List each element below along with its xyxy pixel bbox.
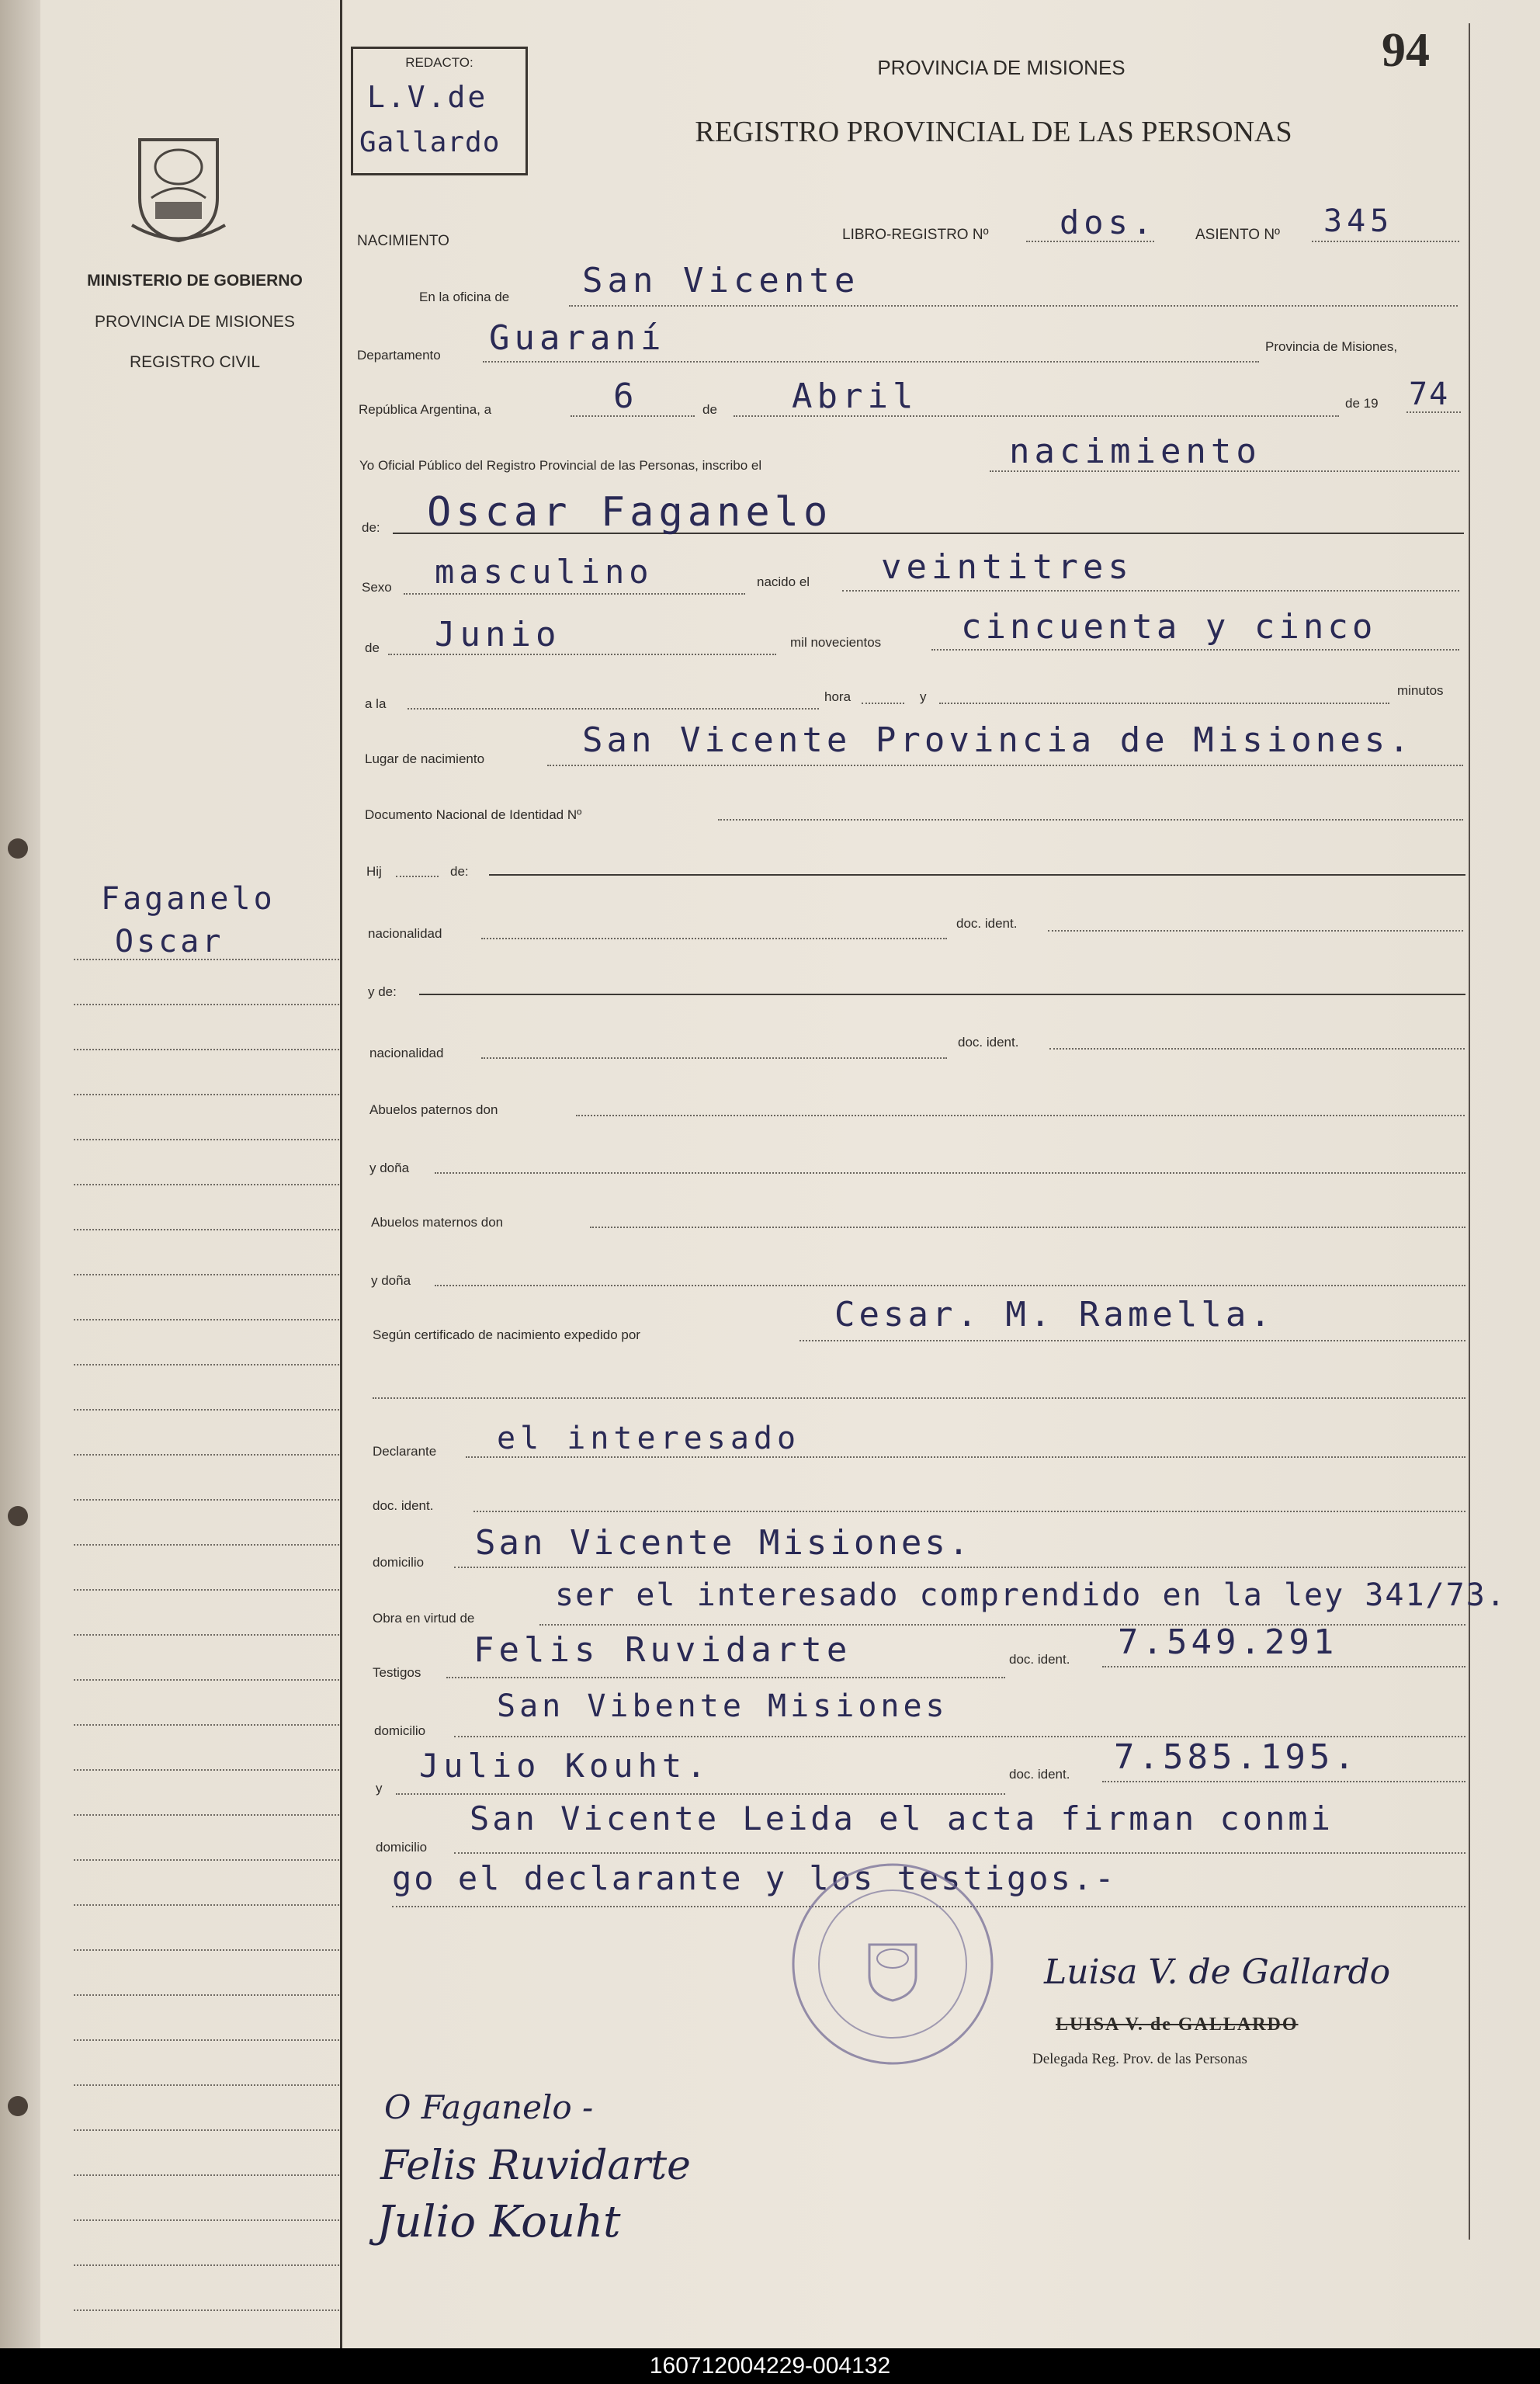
- margin-rule-line: [74, 1184, 339, 1185]
- margin-divider: [340, 0, 342, 2348]
- sexo-value: masculino: [435, 553, 654, 591]
- asiento-label: ASIENTO Nº: [1195, 227, 1280, 243]
- image-id-footer: 160712004229-004132: [0, 2348, 1540, 2384]
- mil-label: mil novecientos: [790, 635, 882, 650]
- binding-hole: [8, 1506, 28, 1526]
- testigo1-value: Felis Ruvidarte: [473, 1630, 852, 1670]
- de-name-label: de:: [362, 520, 380, 535]
- ydona2-label: y doña: [371, 1273, 411, 1288]
- margin-rule-line: [74, 1229, 339, 1230]
- oficial-text: Yo Oficial Público del Registro Provincial de las Personas, inscribo el: [359, 458, 762, 473]
- month-value: Abril: [792, 377, 918, 416]
- redacto-value-1: L.V.de: [367, 80, 488, 114]
- nacido-label: nacido el: [757, 574, 810, 589]
- republica-label: República Argentina, a: [359, 402, 492, 417]
- year-prefix: de 19: [1345, 396, 1379, 411]
- margin-rule-line: [74, 1094, 339, 1095]
- lugar-value: San Vicente Provincia de Misiones.: [582, 720, 1413, 760]
- oficina-label: En la oficina de: [419, 290, 510, 304]
- docident2-label: doc. ident.: [958, 1035, 1019, 1050]
- sexo-label: Sexo: [362, 580, 392, 595]
- margin-rule-line: [74, 1409, 339, 1411]
- page-number: 94: [1382, 24, 1430, 77]
- oficina-value: San Vicente: [582, 261, 860, 300]
- book-spine: [0, 0, 40, 2348]
- margin-rule-line: [74, 1454, 339, 1456]
- declarante-value: el interesado: [497, 1421, 801, 1456]
- nacionalidad2-label: nacionalidad: [369, 1046, 444, 1060]
- asiento-value: 345: [1323, 203, 1394, 239]
- certificado-label: Según certificado de nacimiento expedido por: [373, 1327, 640, 1342]
- testigo2-doc: 7.585.195.: [1114, 1737, 1358, 1777]
- margin-rule-line: [74, 1364, 339, 1366]
- libro-label: LIBRO-REGISTRO Nº: [842, 227, 989, 243]
- margin-rule-line: [74, 959, 339, 960]
- provincia-suffix: Provincia de Misiones,: [1265, 339, 1398, 354]
- domicilio2-value: San Vicente Leida el acta firman conmi: [470, 1799, 1334, 1837]
- ala-label: a la: [365, 696, 387, 711]
- margin-rule-line: [74, 1589, 339, 1591]
- redacto-box: [351, 47, 528, 175]
- departamento-value: Guaraní: [489, 318, 666, 358]
- ministry-label: MINISTERIO DE GOBIERNO: [87, 272, 303, 290]
- margin-rule-line: [74, 1049, 339, 1050]
- domicilio-value: San Vicente Misiones.: [475, 1523, 973, 1563]
- ministry-province: PROVINCIA DE MISIONES: [95, 313, 295, 331]
- abuelos-paternos-label: Abuelos paternos don: [369, 1102, 498, 1117]
- testigos-label: Testigos: [373, 1665, 421, 1680]
- certificado-value: Cesar. M. Ramella.: [834, 1295, 1275, 1334]
- margin-rule-line: [74, 1139, 339, 1140]
- redacto-value-2: Gallardo: [359, 127, 501, 158]
- margin-rule-line: [74, 1499, 339, 1501]
- right-border: [1469, 23, 1470, 2240]
- margin-rule-line: [74, 2219, 339, 2221]
- day-value: 6: [613, 377, 639, 416]
- ministry-registry: REGISTRO CIVIL: [129, 353, 261, 371]
- binding-hole: [8, 2096, 28, 2116]
- name-value: Oscar Faganelo: [427, 489, 833, 536]
- official-signature: Luisa V. de Gallardo: [1044, 1952, 1391, 1992]
- redacto-label: REDACTO:: [405, 55, 473, 70]
- declarante-signature: O Faganelo -: [384, 2088, 594, 2126]
- obra-label: Obra en virtud de: [373, 1611, 475, 1626]
- domicilio2-cont: go el declarante y los testigos.-: [392, 1859, 1117, 1897]
- header-title: REGISTRO PROVINCIAL DE LAS PERSONAS: [695, 116, 1292, 148]
- de-label: de: [702, 402, 717, 417]
- testigo1-doc-label: doc. ident.: [1009, 1652, 1070, 1667]
- y-label: y: [920, 689, 927, 704]
- domicilio1-label: domicilio: [374, 1723, 426, 1738]
- nacido-value: veintitres: [881, 547, 1133, 587]
- ydona-label: y doña: [369, 1161, 410, 1175]
- month2-value: Junio: [435, 615, 561, 654]
- margin-rule-line: [74, 1724, 339, 1726]
- witness2-signature: Julio Kouht: [376, 2197, 621, 2247]
- year-value: 74: [1409, 377, 1450, 412]
- witness1-signature: Felis Ruvidarte: [380, 2143, 691, 2189]
- obra-value: ser el interesado comprendido en la ley 341/73.: [555, 1577, 1507, 1613]
- hij-label: Hij: [366, 864, 382, 879]
- dni-label: Documento Nacional de Identidad Nº: [365, 807, 582, 822]
- header-province: PROVINCIA DE MISIONES: [877, 56, 1126, 79]
- margin-given-name: Oscar: [115, 924, 224, 959]
- year2-value: cincuenta y cinco: [961, 607, 1377, 647]
- margin-rule-line: [74, 1904, 339, 1906]
- margin-rule-line: [74, 1949, 339, 1951]
- testigo2-doc-label: doc. ident.: [1009, 1767, 1070, 1782]
- libro-value: dos.: [1060, 203, 1157, 241]
- doc-ident-label: doc. ident.: [373, 1498, 434, 1513]
- domicilio-label: domicilio: [373, 1555, 425, 1570]
- yde-label: y de:: [368, 984, 397, 999]
- margin-rule-line: [74, 1769, 339, 1771]
- lugar-label: Lugar de nacimiento: [365, 751, 485, 766]
- de2-label: de: [365, 640, 380, 655]
- margin-rule-line: [74, 1814, 339, 1816]
- nacimiento-label: NACIMIENTO: [357, 233, 449, 249]
- docident-label: doc. ident.: [956, 916, 1018, 931]
- margin-rule-line: [74, 1544, 339, 1546]
- registry-seal-stamp: [788, 1859, 997, 2069]
- acto-value: nacimiento: [1009, 432, 1261, 471]
- margin-surname: Faganelo: [101, 881, 276, 917]
- testigo2-value: Julio Kouht.: [419, 1747, 711, 1785]
- abuelos-maternos-label: Abuelos maternos don: [371, 1215, 504, 1230]
- margin-rule-line: [74, 2264, 339, 2266]
- minutos-label: minutos: [1397, 683, 1444, 698]
- margin-rule-line: [74, 1319, 339, 1320]
- margin-rule-line: [74, 1859, 339, 1861]
- margin-rule-line: [74, 2309, 339, 2311]
- y2-label: y: [376, 1781, 383, 1796]
- margin-rule-line: [74, 1994, 339, 1996]
- de3-label: de:: [450, 864, 469, 879]
- official-stamp-title: Delegada Reg. Prov. de las Personas: [1032, 2051, 1247, 2067]
- margin-rule-line: [74, 2039, 339, 2041]
- binding-hole: [8, 838, 28, 859]
- nacionalidad-label: nacionalidad: [368, 926, 442, 941]
- testigo1-doc: 7.549.291: [1118, 1622, 1338, 1662]
- coat-of-arms-icon: [116, 124, 241, 248]
- margin-rule-line: [74, 1004, 339, 1005]
- margin-rule-line: [74, 2084, 339, 2086]
- margin-rule-line: [74, 2174, 339, 2176]
- official-stamp-name: LUISA V. de GALLARDO: [1056, 2014, 1299, 2035]
- domicilio1-value: San Vibente Misiones: [497, 1688, 949, 1724]
- margin-rule-line: [74, 2129, 339, 2131]
- margin-rule-line: [74, 1274, 339, 1275]
- margin-rule-line: [74, 1634, 339, 1636]
- margin-rule-line: [74, 1679, 339, 1681]
- departamento-label: Departamento: [357, 348, 441, 363]
- declarante-label: Declarante: [373, 1444, 437, 1459]
- hora-label: hora: [824, 689, 852, 704]
- domicilio2-label: domicilio: [376, 1840, 428, 1855]
